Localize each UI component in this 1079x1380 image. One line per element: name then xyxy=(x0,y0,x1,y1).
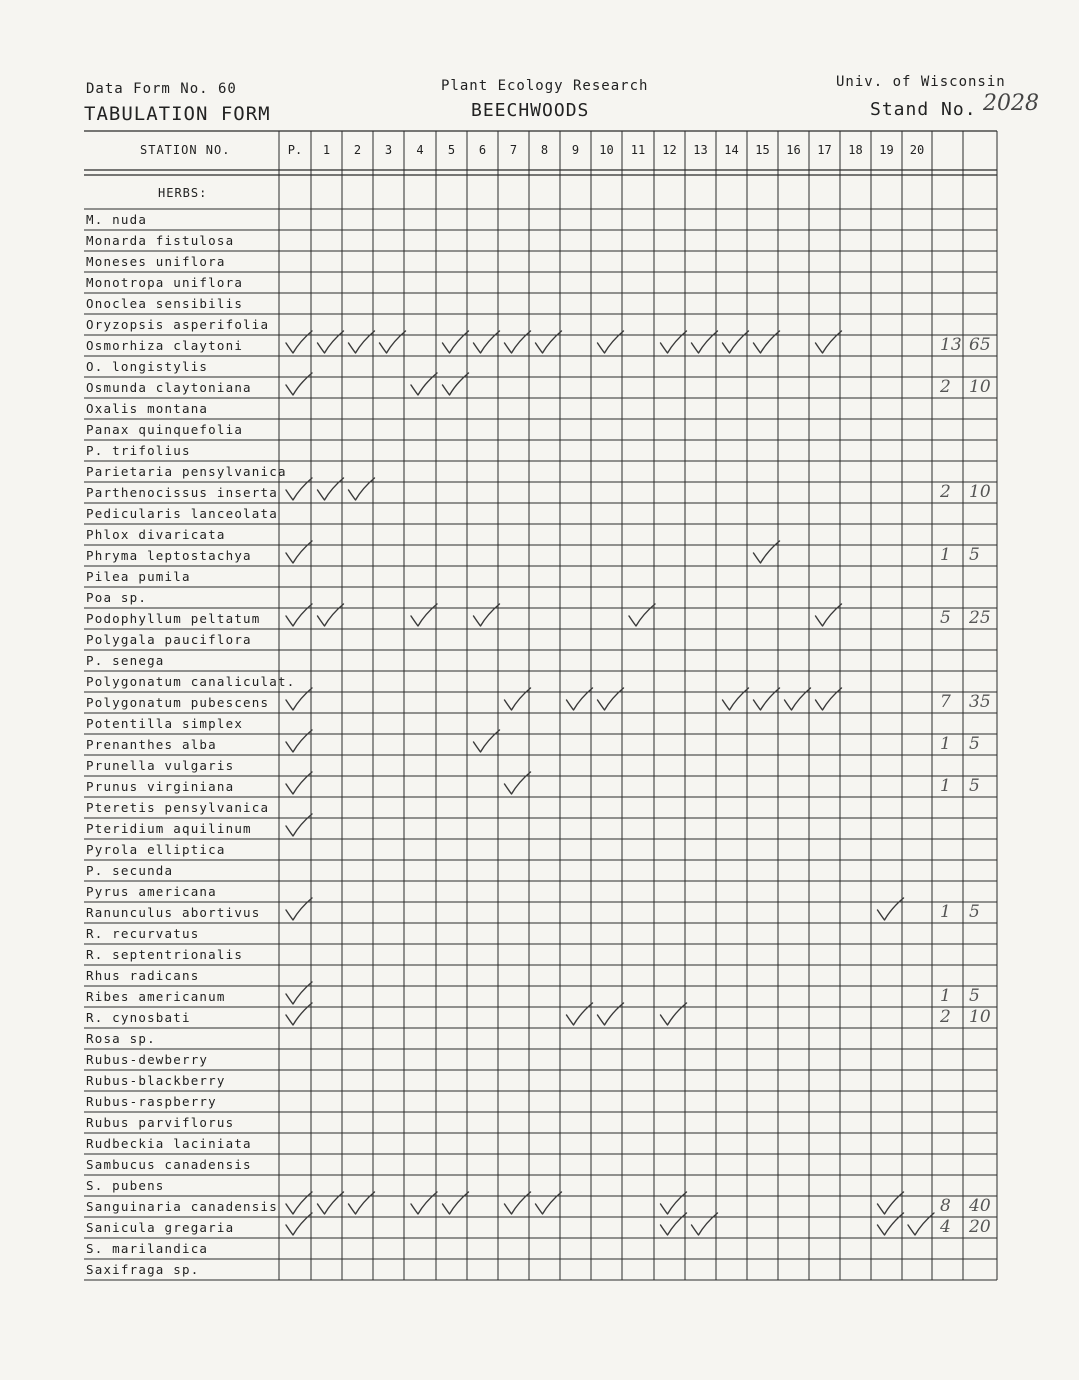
check-mark xyxy=(505,688,531,710)
plant-name: Rubus-blackberry xyxy=(86,1073,226,1088)
check-mark xyxy=(754,541,780,563)
frequency-count: 5 xyxy=(940,608,951,628)
plant-name: Prenanthes alba xyxy=(86,737,217,752)
frequency-percent: 5 xyxy=(969,986,980,1006)
plant-name: Osmorhiza claytoni xyxy=(86,338,244,353)
plant-name: Rubus parviflorus xyxy=(86,1115,235,1130)
column-header: 18 xyxy=(848,143,863,157)
frequency-percent: 35 xyxy=(969,692,991,712)
check-mark xyxy=(536,331,562,353)
frequency-percent: 25 xyxy=(969,608,991,628)
check-mark xyxy=(536,1192,562,1214)
frequency-count: 1 xyxy=(940,986,951,1006)
plant-name: Oryzopsis asperifolia xyxy=(86,317,270,332)
column-header: 15 xyxy=(755,143,770,157)
check-mark xyxy=(286,331,312,353)
column-header: 20 xyxy=(909,143,925,157)
check-mark xyxy=(908,1213,934,1235)
check-mark xyxy=(443,373,469,395)
check-mark xyxy=(661,331,687,353)
check-mark xyxy=(723,688,749,710)
check-mark xyxy=(878,898,904,920)
frequency-percent: 40 xyxy=(969,1196,991,1216)
check-mark xyxy=(318,478,344,500)
frequency-percent: 10 xyxy=(969,1007,991,1027)
plant-name: S. pubens xyxy=(86,1178,165,1193)
plant-name: Moneses uniflora xyxy=(86,254,226,269)
column-header: 11 xyxy=(630,143,646,157)
frequency-percent: 5 xyxy=(969,545,980,565)
plant-name: Rosa sp. xyxy=(86,1031,156,1046)
station-number-header: STATION NO. xyxy=(140,143,231,157)
plant-name: Ranunculus abortivus xyxy=(86,905,261,920)
check-mark xyxy=(878,1213,904,1235)
check-mark xyxy=(318,331,344,353)
check-mark xyxy=(411,373,437,395)
check-mark xyxy=(349,331,375,353)
check-mark xyxy=(411,1192,437,1214)
frequency-count: 13 xyxy=(940,335,962,355)
plant-name: Prunus virginiana xyxy=(86,779,235,794)
plant-name: Podophyllum peltatum xyxy=(86,611,261,626)
check-mark xyxy=(629,604,655,626)
frequency-count: 1 xyxy=(940,734,951,754)
frequency-percent: 5 xyxy=(969,776,980,796)
plant-name: R. septentrionalis xyxy=(86,947,244,962)
check-mark xyxy=(318,604,344,626)
plant-name: S. marilandica xyxy=(86,1241,209,1256)
check-mark xyxy=(661,1192,687,1214)
plant-name: Pilea pumila xyxy=(86,569,191,584)
form-title: TABULATION FORM xyxy=(84,103,271,125)
check-mark xyxy=(474,331,500,353)
column-header: 12 xyxy=(662,143,677,157)
plant-name: R. cynosbati xyxy=(86,1010,191,1025)
check-mark xyxy=(443,331,469,353)
check-mark xyxy=(286,982,312,1004)
site-name: BEECHWOODS xyxy=(471,100,590,121)
plant-name: Monarda fistulosa xyxy=(86,233,235,248)
plant-name: Polygala pauciflora xyxy=(86,632,252,647)
plant-name: Ribes americanum xyxy=(86,989,226,1004)
plant-name: Sanguinaria canadensis xyxy=(86,1199,278,1214)
check-mark xyxy=(505,331,531,353)
frequency-count: 1 xyxy=(940,545,951,565)
plant-name: Osmunda claytoniana xyxy=(86,380,252,395)
check-mark xyxy=(598,331,624,353)
check-mark xyxy=(474,604,500,626)
check-mark xyxy=(816,688,842,710)
column-header: 2 xyxy=(353,143,362,157)
check-mark xyxy=(286,604,312,626)
column-header: 9 xyxy=(571,143,580,157)
check-mark xyxy=(286,814,312,836)
plant-name: Rhus radicans xyxy=(86,968,200,983)
frequency-count: 2 xyxy=(940,1007,951,1027)
plant-name: Pedicularis lanceolata xyxy=(86,506,278,521)
form-number: Data Form No. 60 xyxy=(86,81,237,97)
check-mark xyxy=(692,1213,718,1235)
plant-name: Monotropa uniflora xyxy=(86,275,244,290)
check-mark xyxy=(286,478,312,500)
frequency-count: 2 xyxy=(940,482,951,502)
check-mark xyxy=(785,688,811,710)
plant-name: Polygonatum pubescens xyxy=(86,695,270,710)
frequency-percent: 20 xyxy=(969,1217,991,1237)
plant-name: Poa sp. xyxy=(86,590,148,605)
herbs-section-header: HERBS: xyxy=(158,186,208,200)
check-mark xyxy=(286,541,312,563)
check-mark xyxy=(380,331,406,353)
plant-name: O. longistylis xyxy=(86,359,209,374)
check-mark xyxy=(754,331,780,353)
plant-name: P. secunda xyxy=(86,863,174,878)
check-mark xyxy=(286,898,312,920)
check-mark xyxy=(661,1003,687,1025)
plant-name: Sanicula gregaria xyxy=(86,1220,235,1235)
frequency-count: 7 xyxy=(940,692,951,712)
check-mark xyxy=(318,1192,344,1214)
column-header: 3 xyxy=(384,143,393,157)
check-mark xyxy=(411,604,437,626)
plant-name: Saxifraga sp. xyxy=(86,1262,200,1277)
frequency-percent: 5 xyxy=(969,902,980,922)
plant-name: P. senega xyxy=(86,653,165,668)
frequency-count: 1 xyxy=(940,776,951,796)
plant-name: Polygonatum canaliculat. xyxy=(86,674,296,689)
plant-name: Prunella vulgaris xyxy=(86,758,235,773)
plant-name: Rudbeckia laciniata xyxy=(86,1136,252,1151)
plant-name: Phryma leptostachya xyxy=(86,548,252,563)
check-mark xyxy=(598,688,624,710)
frequency-count: 4 xyxy=(940,1217,951,1237)
frequency-percent: 65 xyxy=(969,335,991,355)
column-header: 19 xyxy=(879,143,894,157)
check-mark xyxy=(723,331,749,353)
check-mark xyxy=(286,1003,312,1025)
stand-number: 2028 xyxy=(983,91,1039,116)
plant-name: Pteridium aquilinum xyxy=(86,821,252,836)
column-header: 17 xyxy=(817,143,832,157)
plant-name: Pyrus americana xyxy=(86,884,217,899)
check-mark xyxy=(567,1003,593,1025)
check-mark xyxy=(349,478,375,500)
check-mark xyxy=(286,1213,312,1235)
plant-name: Potentilla simplex xyxy=(86,716,244,731)
column-header: 8 xyxy=(540,143,549,157)
plant-name: Onoclea sensibilis xyxy=(86,296,244,311)
frequency-count: 1 xyxy=(940,902,951,922)
column-header: 10 xyxy=(599,143,614,157)
check-mark xyxy=(443,1192,469,1214)
check-mark xyxy=(754,688,780,710)
check-mark xyxy=(816,331,842,353)
frequency-percent: 5 xyxy=(969,734,980,754)
frequency-count: 2 xyxy=(940,377,951,397)
column-header: 4 xyxy=(416,143,424,157)
plant-name: Parietaria pensylvanica xyxy=(86,464,287,479)
check-mark xyxy=(286,730,312,752)
column-header: P. xyxy=(287,143,303,157)
plant-name: Panax quinquefolia xyxy=(86,422,244,437)
column-header: 6 xyxy=(478,143,487,157)
organization: Plant Ecology Research xyxy=(441,78,649,94)
check-mark xyxy=(286,772,312,794)
plant-name: Pyrola elliptica xyxy=(86,842,226,857)
column-header: 5 xyxy=(447,143,456,157)
check-mark xyxy=(505,1192,531,1214)
university: Univ. of Wisconsin xyxy=(836,74,1006,90)
check-mark xyxy=(349,1192,375,1214)
plant-name: Rubus-raspberry xyxy=(86,1094,217,1109)
check-mark xyxy=(474,730,500,752)
check-mark xyxy=(816,604,842,626)
plant-name: R. recurvatus xyxy=(86,926,200,941)
frequency-percent: 10 xyxy=(969,377,991,397)
check-mark xyxy=(286,1192,312,1214)
plant-name: P. trifolius xyxy=(86,443,191,458)
stand-label: Stand No. xyxy=(870,99,977,120)
frequency-count: 8 xyxy=(940,1196,951,1216)
check-mark xyxy=(661,1213,687,1235)
column-header: 13 xyxy=(693,143,708,157)
check-mark xyxy=(286,373,312,395)
plant-name: Phlox divaricata xyxy=(86,527,226,542)
column-header: 16 xyxy=(786,143,801,157)
check-mark xyxy=(878,1192,904,1214)
check-mark xyxy=(505,772,531,794)
check-mark xyxy=(286,688,312,710)
column-header: 14 xyxy=(724,143,739,157)
plant-name: Sambucus canadensis xyxy=(86,1157,252,1172)
frequency-percent: 10 xyxy=(969,482,991,502)
column-header: 1 xyxy=(322,143,331,157)
plant-name: Rubus-dewberry xyxy=(86,1052,209,1067)
column-header: 7 xyxy=(509,143,518,157)
check-mark xyxy=(598,1003,624,1025)
check-mark xyxy=(692,331,718,353)
plant-name: M. nuda xyxy=(86,212,148,227)
plant-name: Parthenocissus inserta xyxy=(86,485,278,500)
plant-name: Oxalis montana xyxy=(86,401,209,416)
check-mark xyxy=(567,688,593,710)
plant-name: Pteretis pensylvanica xyxy=(86,800,270,815)
